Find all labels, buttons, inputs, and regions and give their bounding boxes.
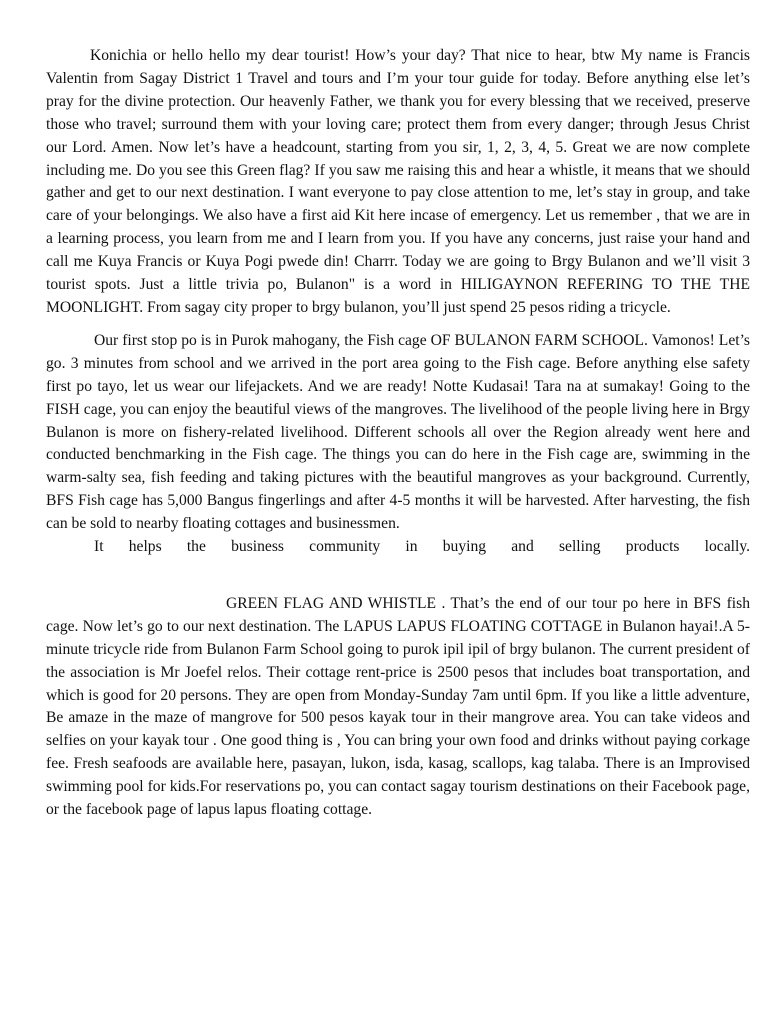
paragraph-fish-cage-last-line: It helps the business community in buying and selling products locally. [94, 538, 750, 556]
paragraph-floating-cottage: GREEN FLAG AND WHISTLE . That’s the end of our tour po here in BFS fish cage. Now let’s go to our next destination. The LAPUS LAPUS FLOATING COTTAGE in Bulanon hayai!.A 5-minute tricycle ride from Bulanon Farm School going to purok ipil ipil of brgy bulanon. The current president of the association is Mr Joefel relos. Their cottage rent-price is 2500 pesos that includes boat transportation, and which is good for 20 persons. They are open from Monday-Sunday 7am until 6pm. If you like a little adventure, Be amaze in the maze of mangrove for 500 pesos kayak tour in their mangrove area. You can take videos and selfies on your kayak tour . One good thing is , You can bring your own food and drinks without paying corkage fee. Fresh seafoods are available here, pasayan, lukon, isda, kasag, scallops, kag talaba. There is an Improvised swimming pool for kids.For reservations po, you can contact sagay tourism destinations on their Facebook page, or the facebook page of lapus lapus floating cottage. [46, 594, 750, 819]
paragraph-fish-cage [46, 330, 750, 559]
paragraph-gap [46, 559, 750, 583]
document-page [46, 45, 750, 822]
paragraph-intro: Konichia or hello hello my dear tourist! How’s your day? That nice to hear, btw My name is Francis Valentin from Sagay District 1 Travel and tours and I’m your tour guide for today. Before anything else let’s pray for the divine protection. Our heavenly Father, we thank you for every blessing that we received, preserve those who travel; surround them with your loving care; protect them from every danger; through Jesus Christ our Lord. Amen. Now let’s have a headcount, starting from you sir, 1, 2, 3, 4, 5. Great we are now complete including me. Do you see this Green flag? If you saw me raising this and hear a whistle, it means that we should gather and get to our next destination. I want everyone to pay close attention to me, let’s stay in group, and take care of your belongings. We also have a first aid Kit here incase of emergency. Let us remember , that we are in a learning process, you learn from me and I learn from you. If you have any concerns, just raise your hand and call me Kuya Francis or Kuya Pogi pwede din! Charrr. Today we are going to Brgy Bulanon and we’ll visit 3 tourist spots. Just a little trivia po, Bulanon" is a word in HILIGAYNON REFERING TO THE THE MOONLIGHT. From sagay city proper to brgy bulanon, you’ll just spend 25 pesos riding a tricycle. [46, 47, 750, 316]
paragraph-fish-cage-body: Our first stop po is in Purok mahogany, the Fish cage OF BULANON FARM SCHOOL. Vamonos! Let’s go. 3 minutes from school and we arrived in the port area going to the Fish cage. Before anything else safety first po tayo, let us wear our lifejackets. And we are ready! Notte Kudasai! Tara na at sumakay! Going to the FISH cage, you can enjoy the beautiful views of the mangroves. The livelihood of the people living here in Brgy Bulanon is more on fishery-related livelihood. Different schools all over the Region already went here and conducted benchmarking in the Fish cage. The things you can do here in the Fish cage are, swimming in the warm-salty sea, fish feeding and taking pictures with the beautiful mangroves as your background. Currently, BFS Fish cage has 5,000 Bangus fingerlings and after 4-5 months it will be harvested. After harvesting, the fish can be sold to nearby floating cottages and businessmen. [46, 331, 750, 533]
